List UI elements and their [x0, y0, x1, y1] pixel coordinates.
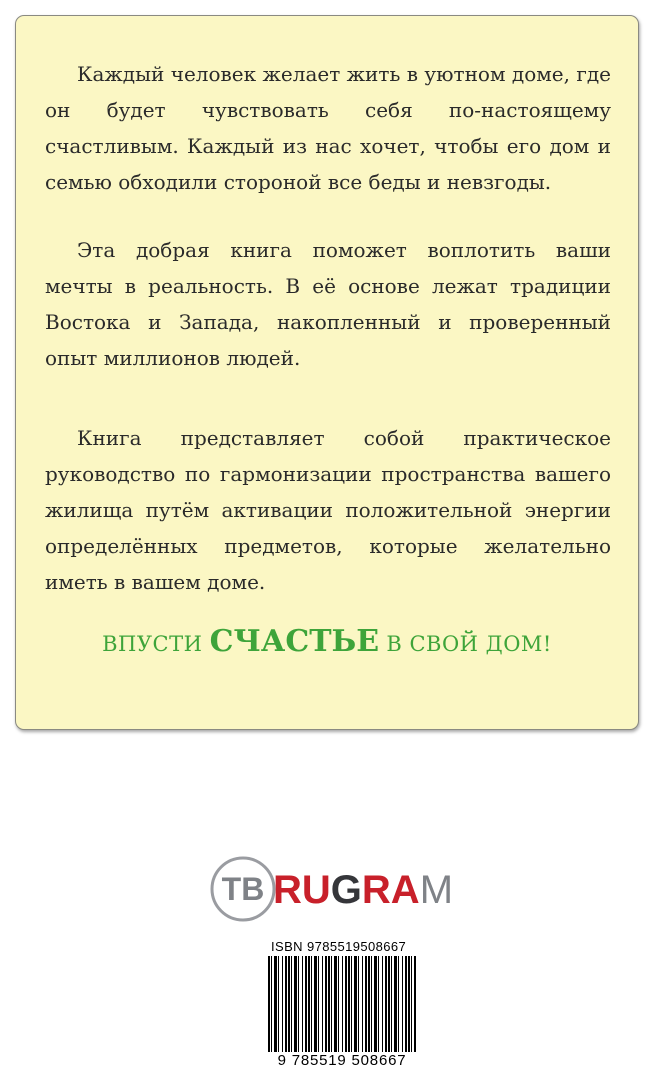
- logo-name: [273, 868, 453, 912]
- barcode: [264, 956, 420, 1056]
- paragraph-3: Книга представляет собой практическое руководство по гармонизации пространства вашего жилища путём активации положительной энергии определённых предметов, которые желательно иметь в вашем доме.: [45, 426, 611, 594]
- paragraph-2: Эта добрая книга поможет воплотить ваши мечты в реальность. В её основе лежат традиции Востока и Запада, накопленный и проверенный опыт миллионов людей.: [45, 238, 611, 370]
- slogan: [16, 624, 638, 659]
- logo-name-ru: RU: [273, 868, 331, 912]
- slogan-emphasis: СЧАСТЬЕ: [209, 624, 380, 659]
- isbn-label: ISBN 9785519508667: [271, 939, 407, 954]
- logo-name-ra: RA: [361, 868, 420, 912]
- barcode-bars: [268, 956, 416, 1052]
- slogan-part-2: В СВОЙ ДОМ!: [379, 632, 552, 656]
- barcode-number: 9 785519 508667: [264, 1052, 420, 1070]
- paragraph-1: Каждый человек желает жить в уютном доме, где он будет чувствовать себя по-настоящему счастливым. Каждый из нас хочет, чтобы его дом и семью обходили стороной все беды и невзгоды.: [45, 62, 611, 194]
- logo-name-m: M: [419, 868, 454, 912]
- logo-emblem-text: TB: [221, 871, 265, 907]
- annotation-panel: [15, 15, 639, 730]
- logo-name-g: G: [330, 868, 362, 912]
- publisher-logo: [207, 853, 457, 925]
- slogan-part-1: ВПУСТИ: [102, 632, 210, 656]
